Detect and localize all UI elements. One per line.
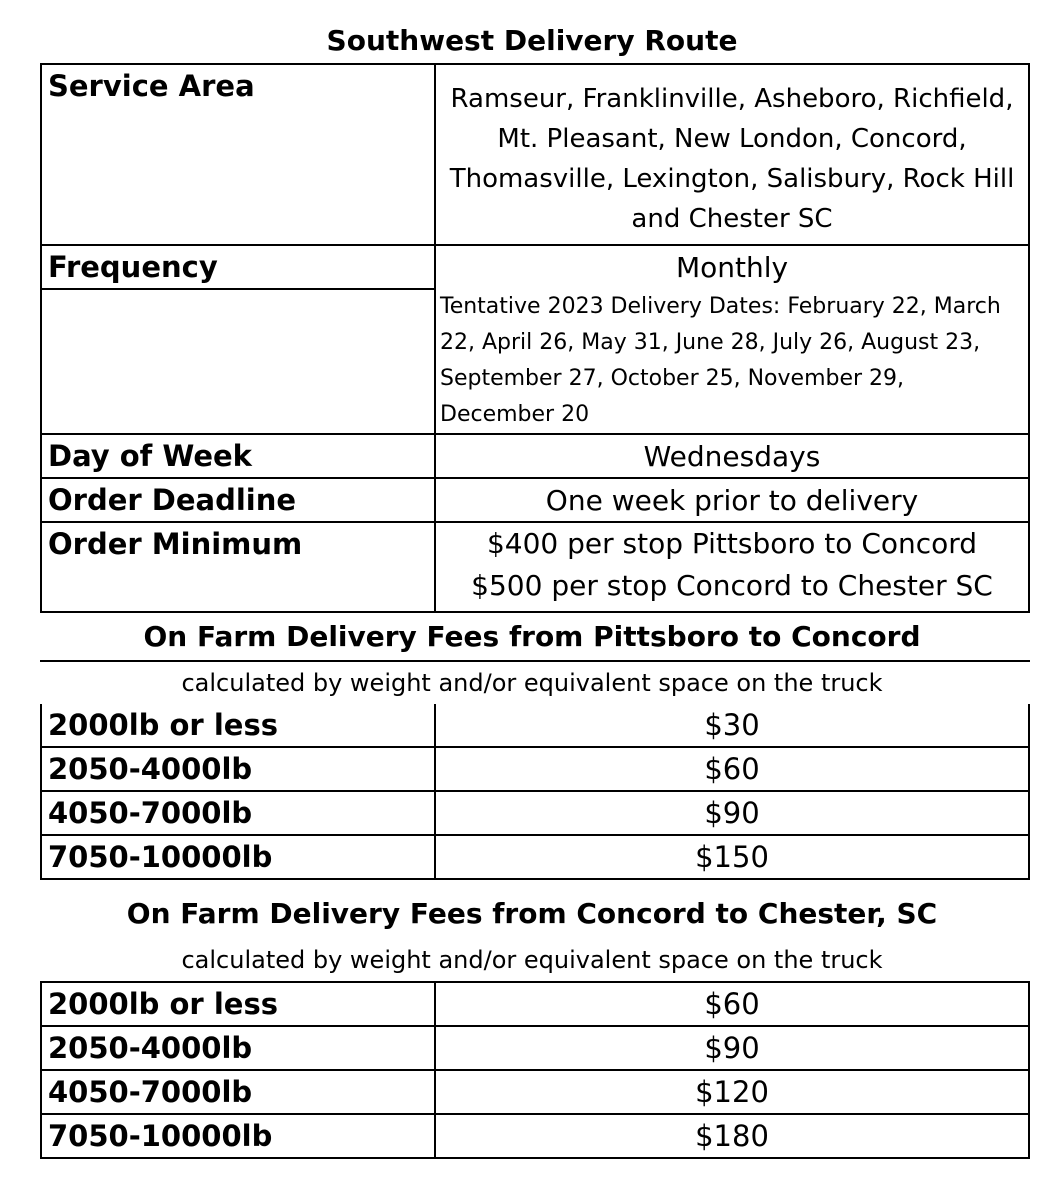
- service-area-line: Ramseur, Franklinville, Asheboro, Richfield,: [450, 84, 1014, 114]
- fee-weight: 7050-10000lb: [41, 835, 435, 879]
- order-deadline-label: Order Deadline: [41, 478, 435, 522]
- frequency-label: Frequency: [41, 245, 435, 289]
- fees2-subtitle: calculated by weight and/or equivalent space on the truck: [181, 946, 883, 974]
- fee-amount: $180: [435, 1114, 1029, 1158]
- fee-weight: 2000lb or less: [41, 982, 435, 1026]
- dates-row: [41, 289, 1029, 434]
- fee-amount: $60: [435, 982, 1029, 1026]
- fee-amount: $90: [435, 1026, 1029, 1070]
- delivery-dates-line: Tentative 2023 Delivery Dates: February 22, March: [440, 294, 1001, 319]
- fees1-divider: [40, 660, 1030, 662]
- fee-weight: 2000lb or less: [41, 704, 435, 747]
- fee-weight: 4050-7000lb: [41, 791, 435, 835]
- frequency-value: Monthly: [435, 245, 1029, 289]
- day-of-week-value: Wednesdays: [435, 434, 1029, 478]
- fee-amount: $90: [435, 791, 1029, 835]
- fee-amount: $30: [435, 704, 1029, 747]
- fee-row: [41, 1026, 1029, 1070]
- fee-row: [41, 704, 1029, 747]
- fee-amount: $60: [435, 747, 1029, 791]
- fee-amount: $150: [435, 835, 1029, 879]
- order-deadline-row: [41, 478, 1029, 522]
- delivery-dates-line: September 27, October 25, November 29,: [440, 366, 905, 391]
- order-deadline-value: One week prior to delivery: [435, 478, 1029, 522]
- fee-row: [41, 835, 1029, 879]
- order-minimum-row: [41, 522, 1029, 612]
- order-minimum-label: Order Minimum: [41, 522, 435, 612]
- fee-amount: $120: [435, 1070, 1029, 1114]
- order-minimum-value: [435, 522, 1029, 612]
- service-area-line: and Chester SC: [631, 204, 833, 234]
- fees1-table: [40, 704, 1030, 880]
- fee-row: [41, 1070, 1029, 1114]
- fees1-subtitle: calculated by weight and/or equivalent space on the truck: [181, 669, 883, 697]
- fees1-title: On Farm Delivery Fees from Pittsboro to Concord: [143, 620, 921, 653]
- day-of-week-label: Day of Week: [41, 434, 435, 478]
- fee-weight: 7050-10000lb: [41, 1114, 435, 1158]
- fee-weight: 2050-4000lb: [41, 1026, 435, 1070]
- service-area-row: [41, 64, 1029, 245]
- page-title: Southwest Delivery Route: [326, 24, 738, 57]
- day-of-week-row: [41, 434, 1029, 478]
- frequency-row: [41, 245, 1029, 289]
- fee-row: [41, 1114, 1029, 1158]
- route-table: [40, 63, 1030, 613]
- fee-row: [41, 747, 1029, 791]
- fees2-table: [40, 981, 1030, 1159]
- service-area-line: Thomasville, Lexington, Salisbury, Rock Hill: [449, 164, 1015, 194]
- order-minimum-line: $500 per stop Concord to Chester SC: [471, 569, 993, 602]
- dates-label-cell: [41, 289, 435, 434]
- delivery-dates-line: December 20: [440, 402, 590, 427]
- fee-row: [41, 791, 1029, 835]
- fee-weight: 2050-4000lb: [41, 747, 435, 791]
- fees2-title: On Farm Delivery Fees from Concord to Chester, SC: [126, 897, 938, 930]
- service-area-value: [435, 64, 1029, 245]
- service-area-label: Service Area: [41, 64, 435, 245]
- delivery-dates-line: 22, April 26, May 31, June 28, July 26, August 23,: [440, 330, 981, 355]
- order-minimum-line: $400 per stop Pittsboro to Concord: [486, 527, 978, 560]
- service-area-line: Mt. Pleasant, New London, Concord,: [497, 124, 967, 154]
- fee-row: [41, 982, 1029, 1026]
- fee-weight: 4050-7000lb: [41, 1070, 435, 1114]
- delivery-dates: [435, 289, 1029, 434]
